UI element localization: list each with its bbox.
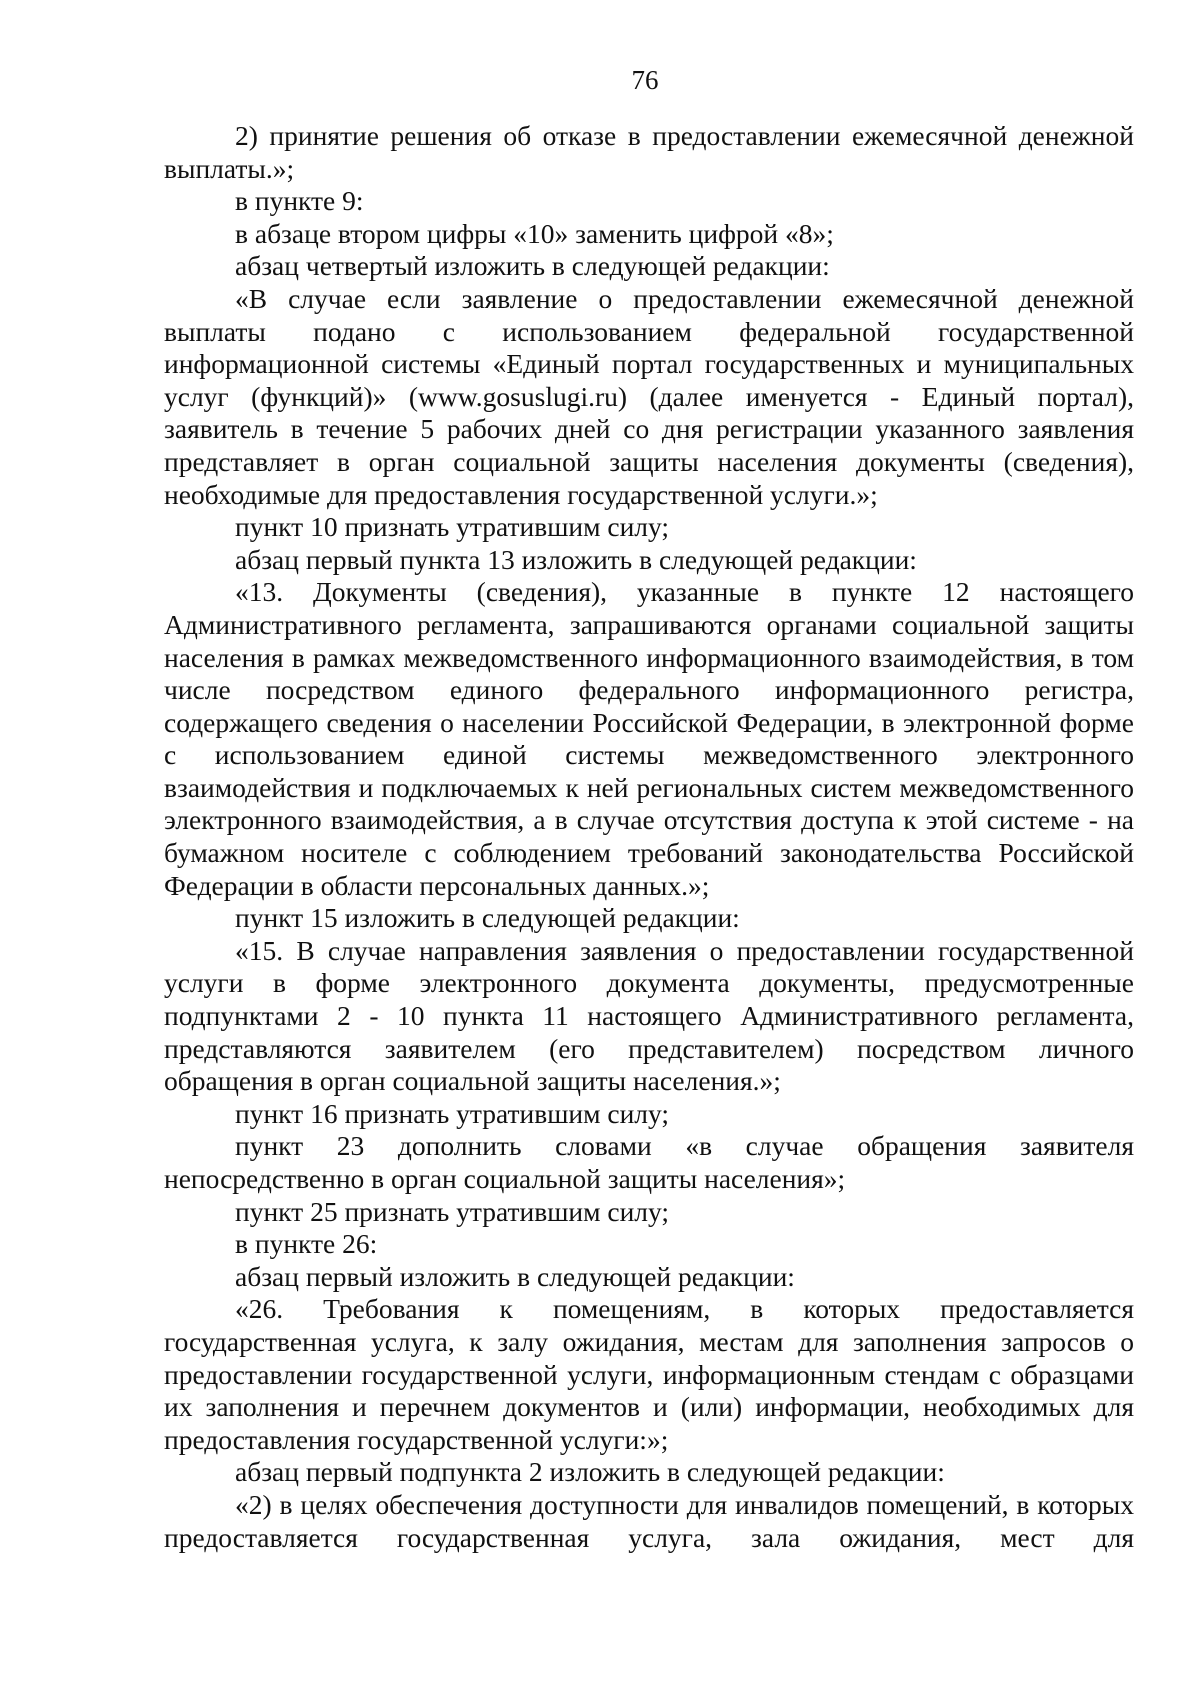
paragraph: «26. Требования к помещениям, в которых предоставляется государственная услуга, к залу ожидания, местам для заполнения запросов о предоставлении государственной услуги, информационным стендам с образцами их заполнения и перечнем документов и (или) информации, необходимых для предоставления государственной услуги:»; (164, 1293, 1134, 1455)
page-number: 76 (631, 65, 659, 95)
paragraph: пункт 10 признать утратившим силу; (235, 511, 670, 543)
paragraph: абзац первый пункта 13 изложить в следующей редакции: (235, 543, 917, 575)
paragraph: абзац первый изложить в следующей редакции: (235, 1260, 795, 1292)
paragraph: в пункте 26: (235, 1228, 378, 1260)
paragraph: 2) принятие решения об отказе в предоставлении ежемесячной денежной выплаты.»; (164, 120, 1134, 184)
paragraph: пункт 15 изложить в следующей редакции: (235, 902, 740, 934)
paragraph: «В случае если заявление о предоставлении ежемесячной денежной выплаты подано с использованием федеральной государственной информационной системы «Единый портал государственных и муниципальных услуг (функций)» (www.gosuslugi.ru) (далее именуется - Единый портал), заявитель в течение 5 рабочих дней со дня регистрации указанного заявления представляет в орган социальной защиты населения документы (сведения), необходимые для предоставления государственной услуги.»; (164, 282, 1134, 510)
paragraph: абзац первый подпункта 2 изложить в следующей редакции: (235, 1456, 945, 1488)
paragraph: абзац четвертый изложить в следующей редакции: (235, 250, 830, 282)
paragraph: «15. В случае направления заявления о предоставлении государственной услуги в форме электронного документа документы, предусмотренные подпунктами 2 - 10 пункта 11 настоящего Административного регламента, представляются заявителем (его представителем) посредством личного обращения в орган социальной защиты населения.»; (164, 934, 1134, 1097)
paragraph: пункт 16 признать утратившим силу; (235, 1097, 670, 1129)
paragraph: в абзаце втором цифры «10» заменить цифрой «8»; (235, 217, 834, 249)
paragraph: «13. Документы (сведения), указанные в пункте 12 настоящего Административного регламента, запрашиваются органами социальной защиты населения в рамках межведомственного информационного взаимодействия, в том числе посредством единого федерального информационного регистра, содержащего сведения о населении Российской Федерации, в электронной форме с использованием единой системы межведомственного электронного взаимодействия и подключаемых к ней региональных систем межведомственного электронного взаимодействия, а в случае отсутствия доступа к этой системе - на бумажном носителе с соблюдением требований законодательства Российской Федерации в области персональных данных.»; (164, 576, 1134, 901)
paragraph: «2) в целях обеспечения доступности для инвалидов помещений, в которых предоставляется государственная услуга, зала ожидания, мест для (164, 1488, 1134, 1553)
paragraph: пункт 23 дополнить словами «в случае обращения заявителя непосредственно в орган социальной защиты населения»; (164, 1130, 1134, 1194)
document-body (164, 120, 1134, 1554)
paragraph: пункт 25 признать утратившим силу; (235, 1195, 670, 1227)
paragraph: в пункте 9: (235, 185, 364, 217)
